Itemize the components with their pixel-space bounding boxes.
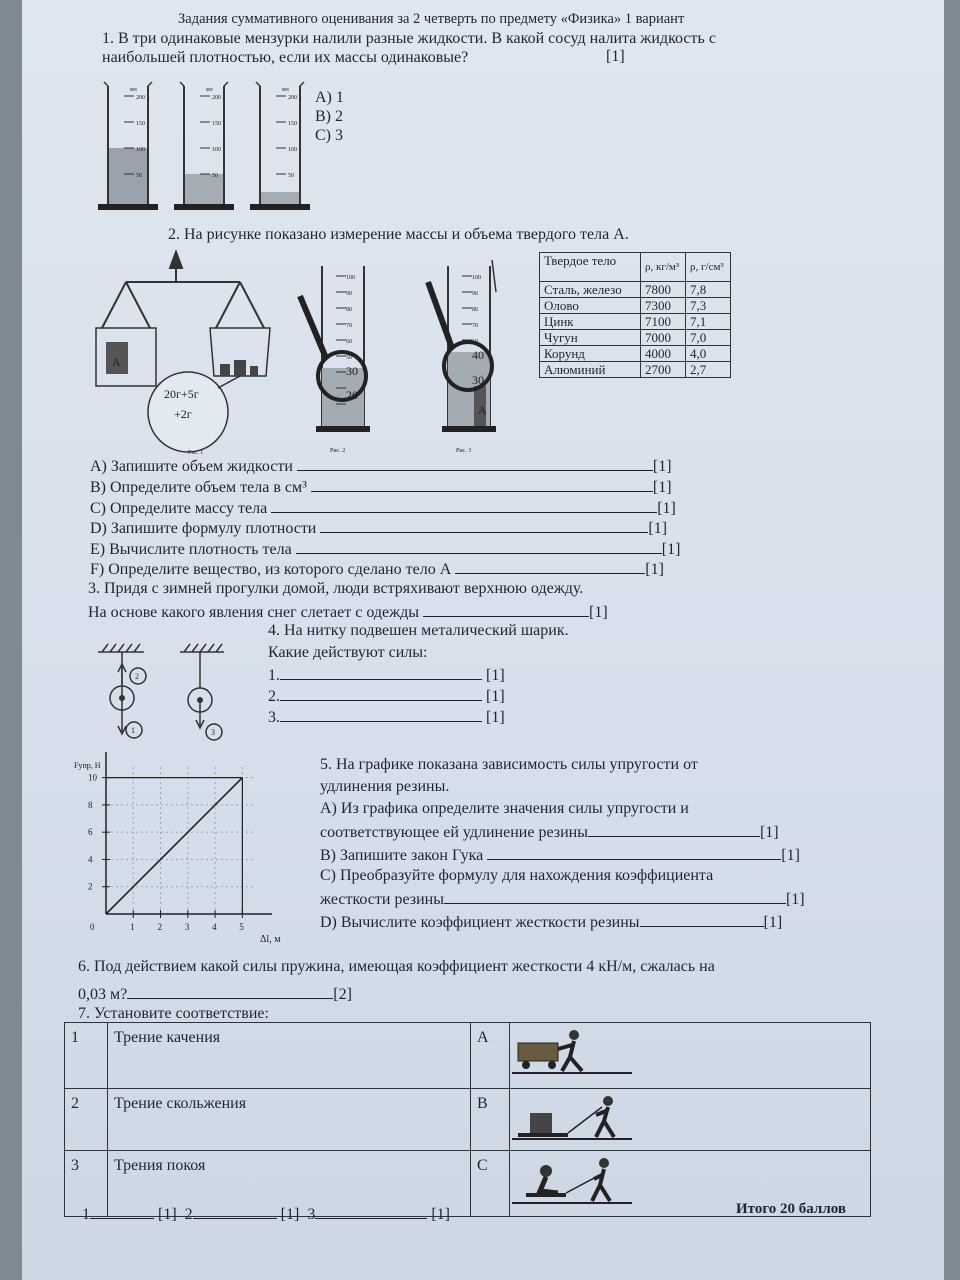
q7-row-3-letter: С [471,1151,510,1217]
col3-num: г [701,260,706,273]
q7-answer-line [82,1204,450,1224]
fig1-caption: Рис. 1 [188,450,204,456]
weights [220,360,258,376]
q2-item-f-label: F) Определите вещество, из которого сделано тело А [90,561,452,578]
cyl3-tick-80: 80 [472,307,478,313]
q5-answer-c-field[interactable] [444,889,786,904]
q5-item-c-label: жесткости резины [320,891,444,908]
chart-x-label: Δl, м [260,934,281,944]
q1-option-a: А) 1 [315,89,344,106]
cyl2-zoom-30: 30 [346,364,358,378]
q5-line-2: удлинения резины. [320,778,450,795]
y-tick-label: 6 [88,827,93,838]
q6-points: [2] [333,986,352,1003]
q2-answer-b-field[interactable] [311,477,653,492]
q2-answer-e-field[interactable] [296,539,662,554]
y-tick-label: 8 [88,799,93,810]
q7-row-2-letter: В [471,1089,510,1151]
q7-title: 7. Установите соответствие: [78,1005,269,1022]
cyl2-tick-100: 100 [346,275,355,281]
q4-answer-1-field[interactable] [280,665,482,680]
cyl2-tick-60: 60 [346,339,352,345]
q2-item-a-label: А) Запишите объем жидкости [90,458,293,475]
x-tick-label: 0 [90,922,95,932]
x-tick-label: 3 [184,922,190,932]
beaker-3-tick-200: 200 [288,95,297,101]
q4-text-2: Какие действуют силы: [268,644,428,661]
q7-picture-b [510,1089,871,1151]
beaker-1-tick-200: 200 [136,95,145,101]
table-row [540,362,731,378]
table-cell: Цинк [540,314,641,330]
q4-answer-2-field[interactable] [280,686,482,701]
sliding-friction-icon [512,1091,642,1143]
q4-item-2-points: [1] [486,688,505,705]
q4-item-1 [268,665,505,685]
y-tick-label: 2 [88,881,93,892]
q4-item-3-points: [1] [486,709,505,726]
q2-answer-d-field[interactable] [320,518,648,533]
q4-item-2 [268,686,505,706]
q5-item-c-points: [1] [785,891,805,908]
elasticity-chart [46,752,296,944]
col2-den: м³ [668,260,680,273]
q2-answer-f-field[interactable] [455,559,645,574]
cyl2-tick-90: 90 [346,291,352,297]
q2-item-f-points: [1] [645,561,664,578]
q4-item-1-label: 1. [268,667,280,684]
q4-forces-figure [94,640,244,746]
table-cell: 7000 [641,330,686,346]
q5-answer-d-field[interactable] [640,912,764,927]
table-cell: 7,3 [686,298,731,314]
total-score: Итого 20 баллов [736,1201,846,1217]
series-line [106,778,242,914]
q7-answer-1-field[interactable] [90,1204,154,1219]
q2-item-a [90,456,672,476]
col3-den: см³ [708,260,724,273]
beaker-1-tick-50: 50 [136,173,142,179]
q2-item-e [90,539,680,559]
q2-item-f [90,559,664,579]
force-mark-2: 2 [135,672,139,681]
cylinder-fig2 [300,266,370,454]
q5-item-c [320,889,805,909]
cyl2-tick-70: 70 [346,323,352,329]
cylinder-fig3 [428,260,496,454]
q3-text-2: На основе какого явления снег слетает с одежды [88,604,420,621]
cyl2-tick-80: 80 [346,307,352,313]
beaker-1-unit: мл [130,87,137,93]
beaker-2-tick-100: 100 [212,147,221,153]
table-cell: 7100 [641,314,686,330]
static-friction-icon [512,1153,642,1209]
q5-line-1: 5. На графике показана зависимость силы упругости от [320,756,698,773]
x-tick-label: 1 [130,922,135,932]
q1-text-2: наибольшей плотностью, если их массы одинаковые? [102,49,469,66]
q2-item-b-points: [1] [652,479,672,496]
col-header-kgm3: ρ, кг/м³ [641,253,686,282]
q5-item-d [320,912,782,932]
q4-answer-3-field[interactable] [280,707,482,722]
q3-line [88,602,608,622]
col2-num: кг [656,260,666,273]
q5-item-b-points: [1] [781,847,800,864]
q2-item-c-label: С) Определите массу тела [90,500,268,517]
q5-item-d-points: [1] [763,914,783,931]
weights-label-1: 20г+5г [164,387,199,401]
q5-answer-b-field[interactable] [487,845,781,860]
col-header-body: Твердое тело [540,253,641,282]
beaker-3-tick-50: 50 [288,173,294,179]
q6-text-1: 6. Под действием какой силы пружина, имеющая коэффициент жесткости 4 кН/м, сжалась на [78,958,715,975]
col3-rho: ρ, [690,260,699,273]
cyl3-tick-100: 100 [472,275,481,281]
q1-option-c: С) 3 [315,127,343,144]
page-title: Задания суммативного оценивания за 2 четверть по предмету «Физика» 1 вариант [178,11,685,27]
q7-row-1-num: 1 [65,1023,108,1089]
q2-item-d-label: D) Запишите формулу плотности [90,520,317,537]
beaker-3-tick-100: 100 [288,147,297,153]
weights-label-2: +2г [174,407,192,421]
beaker-1-tick-150: 150 [136,121,145,127]
q2-answer-c-field[interactable] [271,498,657,513]
density-table [539,252,731,378]
q1-text-1: 1. В три одинаковые мензурки налили разные жидкости. В какой сосуд налита жидкость с [102,30,716,47]
q7-row-2-num: 2 [65,1089,108,1151]
beaker-2-tick-200: 200 [212,95,221,101]
table-cell: 4000 [641,346,686,362]
q7-answer-3-points: [1] [431,1206,450,1223]
chart-series [106,778,242,914]
q2-item-e-points: [1] [661,541,681,558]
q7-row-2-name: Трение скольжения [108,1089,471,1151]
q7-row-3-name: Трения покоя [108,1151,471,1217]
q7-matching-table [64,1022,871,1217]
q6-text-2: 0,03 м? [78,986,128,1003]
q2-answer-a-field[interactable] [297,456,653,471]
beaker-2-tick-50: 50 [212,173,218,179]
x-tick-label: 2 [157,922,163,932]
q4-item-3 [268,707,505,727]
q7-answer-1-points: [1] [158,1206,177,1223]
cyl3-zoom-30: 30 [472,373,484,387]
cyl3-tick-90: 90 [472,291,478,297]
table-cell: Сталь, железо [540,282,641,298]
q6-line [78,984,352,1004]
y-tick-label: 4 [88,854,93,865]
table-row [540,282,731,298]
q2-item-b [90,477,672,497]
fig2-caption: Рис. 2 [330,448,346,454]
q7-row-1-letter: А [471,1023,510,1089]
force-mark-1: 1 [131,726,135,735]
table-cell: Олово [540,298,641,314]
q4-text-1: 4. На нитку подвешен металический шарик. [268,622,569,639]
q7-row-1-name: Трение качения [108,1023,471,1089]
cyl2-tick-50: 50 [346,355,352,361]
table-cell: 2,7 [686,362,731,378]
q6-answer-field[interactable] [127,984,333,999]
q3-points: [1] [589,604,608,621]
table-cell: 7,8 [686,282,731,298]
table-cell: Алюминий [540,362,641,378]
table-row [540,346,731,362]
q4-item-3-label: 3. [268,709,280,726]
beaker-3-unit: мл [282,87,289,93]
table-cell: Чугун [540,330,641,346]
cyl2-zoom-20: 20 [346,388,358,402]
q2-item-a-points: [1] [652,458,672,475]
q2-item-e-label: Е) Вычислите плотность тела [90,541,292,558]
q7-answer-1-num: 1 [82,1206,90,1223]
q5-line-3: А) Из графика определите значения силы упругости и [320,800,689,817]
beaker-2 [174,82,234,210]
q7-answer-2-points: [1] [280,1206,300,1223]
q3-answer-field[interactable] [423,602,589,617]
table-cell: 7,0 [686,330,731,346]
fig3-caption: Рис. 3 [456,448,472,454]
table-row [540,330,731,346]
table-cell: 7800 [641,282,686,298]
q7-answer-2-num: 2 [184,1206,193,1223]
cyl3-zoom-40: 40 [472,348,484,362]
q5-answer-a-field[interactable] [588,822,760,837]
beaker-2-unit: мл [206,87,213,93]
worksheet-page [22,0,944,1280]
density-table-header [540,253,731,282]
beaker-1 [98,82,158,210]
q7-row-3-num: 3 [65,1151,108,1217]
col-header-gcm3: ρ, г/см³ [686,253,731,282]
q7-row-2 [65,1089,871,1151]
table-cell: 4,0 [686,346,731,362]
body-a-label: А [112,355,121,369]
q7-answer-3-num: 3 [307,1206,316,1223]
q7-answer-2-field[interactable] [193,1204,277,1219]
q5-item-b-label: В) Запишите закон Гука [320,847,484,864]
cyl3-tick-60: 60 [472,339,478,345]
cyl3-tick-70: 70 [472,323,478,329]
q4-item-1-points: [1] [486,667,505,684]
q2-item-c-points: [1] [657,500,676,517]
q5-item-a-points: [1] [759,824,779,841]
rolling-friction-icon [512,1025,642,1081]
table-cell: 2700 [641,362,686,378]
cyl3-body-a: А [478,403,487,417]
beaker-3-tick-150: 150 [288,121,297,127]
q2-item-d-points: [1] [648,520,668,537]
table-row [540,298,731,314]
chart-y-label: Fупр, Н [74,761,101,770]
beaker-3 [250,82,310,210]
q7-row-1 [65,1023,871,1089]
q1-option-b: В) 2 [315,108,343,125]
q5-item-d-label: D) Вычислите коэффициент жесткости резины [320,914,640,931]
q3-text-1: 3. Придя с зимней прогулки домой, люди встряхивают верхнюю одежду. [88,580,584,597]
table-cell: 7,1 [686,314,731,330]
beaker-2-tick-150: 150 [212,121,221,127]
q2-item-b-label: В) Определите объем тела в см³ [90,479,307,496]
table-row [540,314,731,330]
q2-item-c [90,498,676,518]
y-tick-label: 10 [88,772,97,783]
q5-item-a [320,822,779,842]
beaker-1-tick-100: 100 [136,147,145,153]
q7-picture-a [510,1023,871,1089]
x-tick-label: 5 [239,922,244,932]
table-cell: 7300 [641,298,686,314]
x-tick-label: 4 [212,922,217,932]
q5-item-b [320,845,800,865]
col2-rho: ρ, [645,260,654,273]
table-cell: Корунд [540,346,641,362]
q7-answer-3-field[interactable] [315,1204,427,1219]
q4-item-2-label: 2. [268,688,280,705]
q5-item-a-label: соответствующее ей удлинение резины [320,824,588,841]
q1-points: [1] [606,48,625,65]
q2-text: 2. На рисунке показано измерение массы и объема твердого тела А. [168,226,629,243]
force-mark-3: 3 [211,728,215,737]
q5-line-6: С) Преобразуйте формулу для нахождения коэффициента [320,867,714,884]
q2-measurement-figure [90,244,536,456]
q1-beakers-figure [94,76,314,216]
q2-item-d [90,518,667,538]
